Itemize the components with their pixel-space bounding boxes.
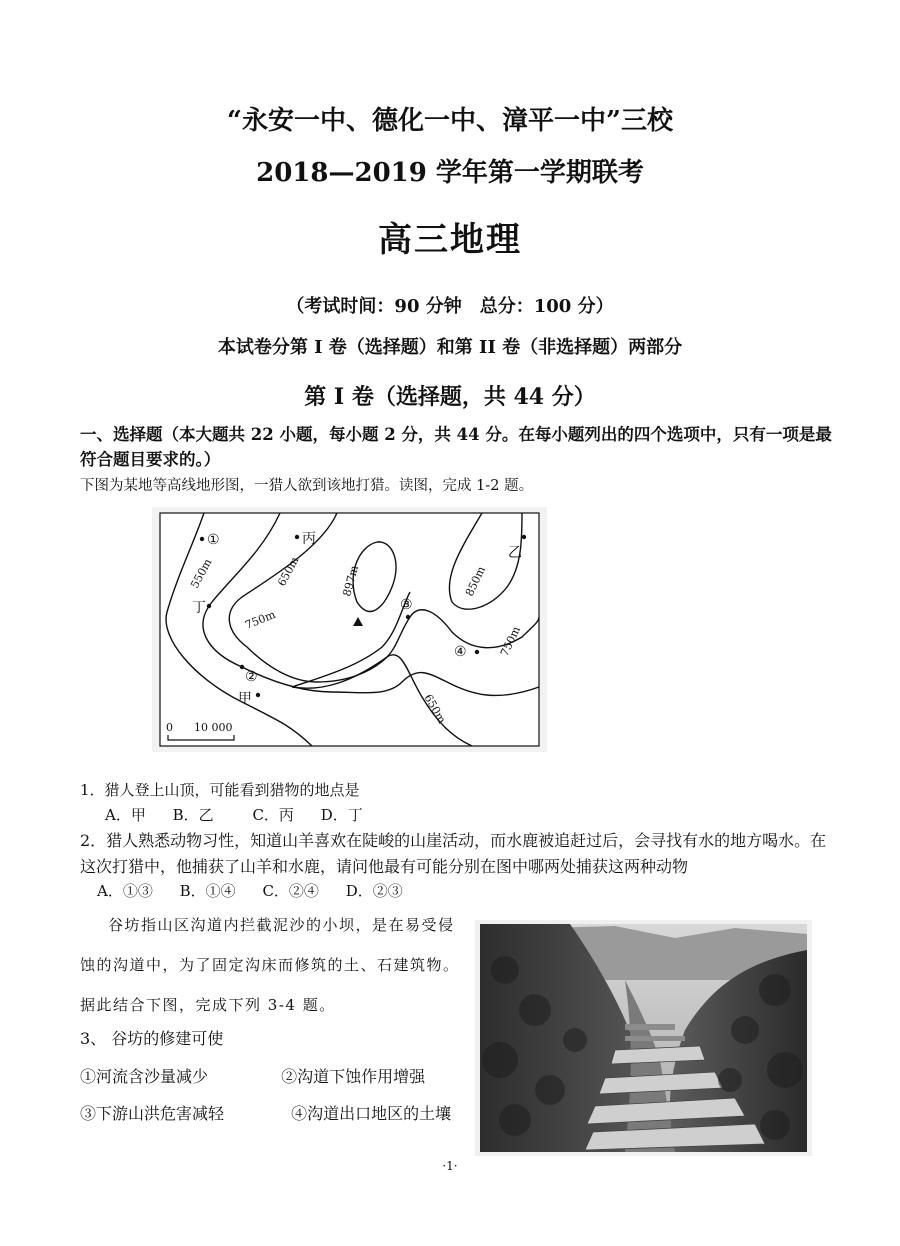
passage-check-dam: 谷坊指山区沟道内拦截泥沙的小坝，是在易受侵蚀的沟道中，为了固定沟床而修筑的土、石建筑物。据此结合下图，完成下列 3-4 题。 (80, 916, 460, 1014)
map-label-yi: 乙 (508, 545, 522, 561)
subject-title: 高三地理 (378, 220, 522, 260)
section-heading: 第 I 卷（选择题，共 44 分） (304, 384, 596, 410)
q2-option-d[interactable]: D．②③ (345, 882, 403, 900)
q1-option-c[interactable]: C．丙 (252, 806, 294, 824)
question-1: 1．猎人登上山顶，可能看到猎物的地点是 (80, 781, 360, 799)
q3-item-4: ④沟道出口地区的土壤 (291, 1104, 452, 1123)
exam-title-line1: “永安一中、德化一中、漳平一中”三校 (227, 106, 673, 136)
q3-item-2: ②沟道下蚀作用增强 (281, 1067, 426, 1086)
map-label-750a: 750m (243, 607, 278, 632)
question-3-row2 (80, 1101, 451, 1124)
q1-option-a[interactable]: A．甲 (105, 806, 146, 824)
q2-option-b[interactable]: B．①④ (179, 882, 236, 900)
map-label-jia: 甲 (238, 691, 252, 707)
question-1-options (105, 804, 385, 825)
map-label-897: 897m (340, 564, 362, 598)
q2-option-c[interactable]: C．②④ (262, 882, 319, 900)
question-2: 2．猎人熟悉动物习性，知道山羊喜欢在陡峻的山崖活动，而水鹿被追赶过后，会寻找有水的地方喝水。在这次打猎中，他捕获了山羊和水鹿，请问他最有可能分别在图中哪两处捕获这两种动物 (80, 831, 827, 876)
map-scale-zero: 0 (166, 721, 173, 734)
question-3-row1 (80, 1064, 425, 1087)
map-label-850: 850m (462, 564, 489, 599)
q1-option-d[interactable]: D．丁 (320, 806, 363, 824)
q3-item-3: ③下游山洪危害减轻 (80, 1104, 225, 1123)
section-instructions: 一、选择题（本大题共 22 小题，每小题 2 分，共 44 分。在每小题列出的四个选项中，只有一项是最符合题目要求的。） (80, 425, 832, 469)
figure-intro: 下图为某地等高线地形图，一猎人欲到该地打猎。读图，完成 1-2 题。 (80, 478, 534, 494)
map-label-bing: 丙 (302, 531, 316, 547)
q3-item-1: ①河流含沙量减少 (80, 1067, 209, 1086)
question-3: 3、 谷坊的修建可使 (80, 1029, 224, 1048)
map-label-p3: ③ (400, 597, 413, 613)
map-label-p4: ④ (454, 644, 467, 660)
map-scale-value: 10 000 (194, 721, 233, 734)
q1-option-b[interactable]: B．乙 (172, 806, 214, 824)
contour-map (152, 507, 547, 752)
exam-title-line2: 2018—2019 学年第一学期联考 (256, 158, 644, 188)
page-number: ·1· (442, 1159, 458, 1173)
map-label-p2: ② (245, 669, 258, 685)
check-dam-photo (475, 920, 812, 1156)
map-label-550: 550m (188, 556, 215, 591)
map-label-ding: 丁 (192, 600, 206, 616)
question-2-options (97, 880, 425, 901)
map-label-650a: 650m (275, 554, 302, 589)
map-label-p1: ① (207, 532, 220, 548)
exam-info: （考试时间：90 分钟 总分：100 分） (286, 296, 614, 317)
map-label-750b: 750m (497, 624, 524, 659)
q2-option-a[interactable]: A．①③ (97, 882, 153, 900)
map-label-650b: 650m (421, 692, 449, 726)
parts-note: 本试卷分第 I 卷（选择题）和第 II 卷（非选择题）两部分 (217, 337, 683, 358)
